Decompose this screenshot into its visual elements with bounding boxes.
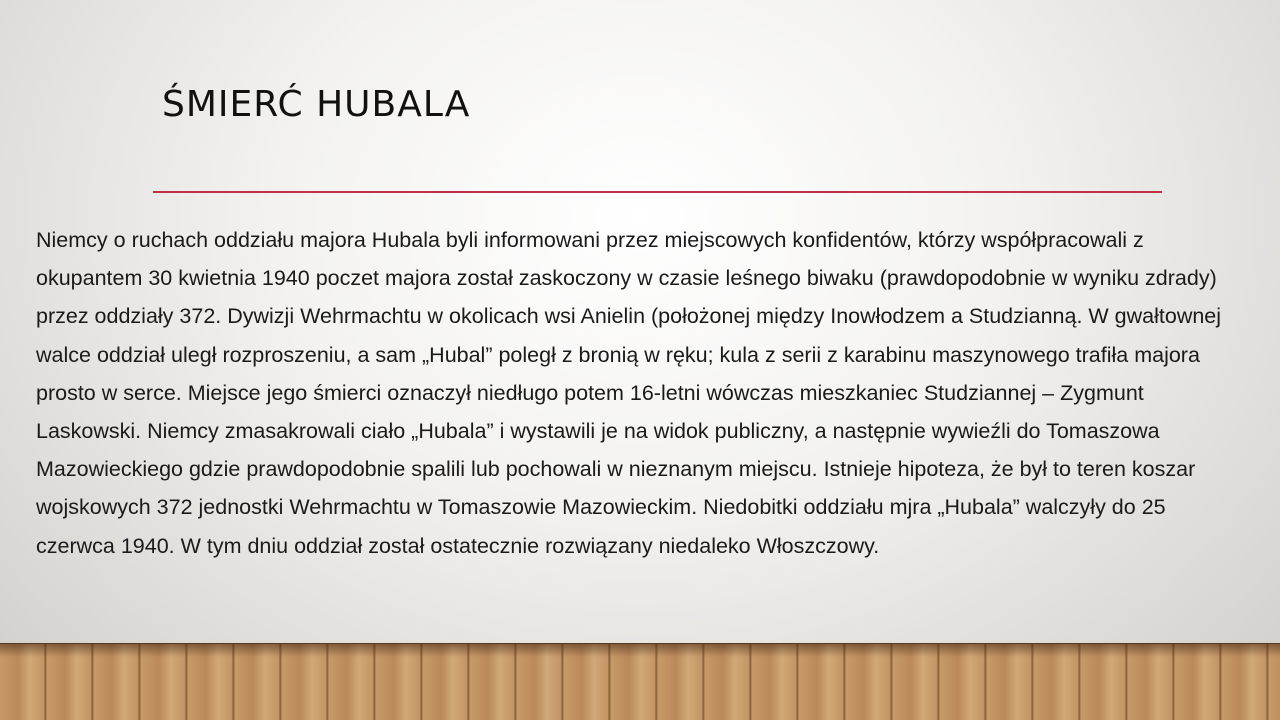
wooden-floor-decoration: [0, 643, 1280, 720]
floor-edge-line: [0, 643, 1280, 644]
slide-body-text: Niemcy o ruchach oddziału majora Hubala byli informowani przez miejscowych konfidentów, którzy współpracowali z okupantem 30 kwietnia 1940 poczet majora został zaskoczony w czasie leśnego biwaku (prawdopodobnie w wyniku zdrady) przez oddziały 372. Dywizji Wehrmachtu w okolicach wsi Anielin (położonej między Inowłodzem a Studzianną. W gwałtownej walce oddział uległ rozproszeniu, a sam „Hubal” poległ z bronią w ręku; kula z serii z karabinu maszynowego trafiła majora prosto w serce. Miejsce jego śmierci oznaczył niedługo potem 16-letni wówczas mieszkaniec Studziannej – Zygmunt Laskowski. Niemcy zmasakrowali ciało „Hubala” i wystawili je na widok publiczny, a następnie wywieźli do Tomaszowa Mazowieckiego gdzie prawdopodobnie spalili lub pochowali w nieznanym miejscu. Istnieje hipoteza, że był to teren koszar wojskowych 372 jednostki Wehrmachtu w Tomaszowie Mazowieckim. Niedobitki oddziału mjra „Hubala” walczyły do 25 czerwca 1940. W tym dniu oddział został ostatecznie rozwiązany niedaleko Włoszczowy.: [36, 228, 1222, 558]
slide-title: ŚMIERĆ HUBALA: [162, 84, 471, 125]
title-divider: [153, 191, 1162, 193]
